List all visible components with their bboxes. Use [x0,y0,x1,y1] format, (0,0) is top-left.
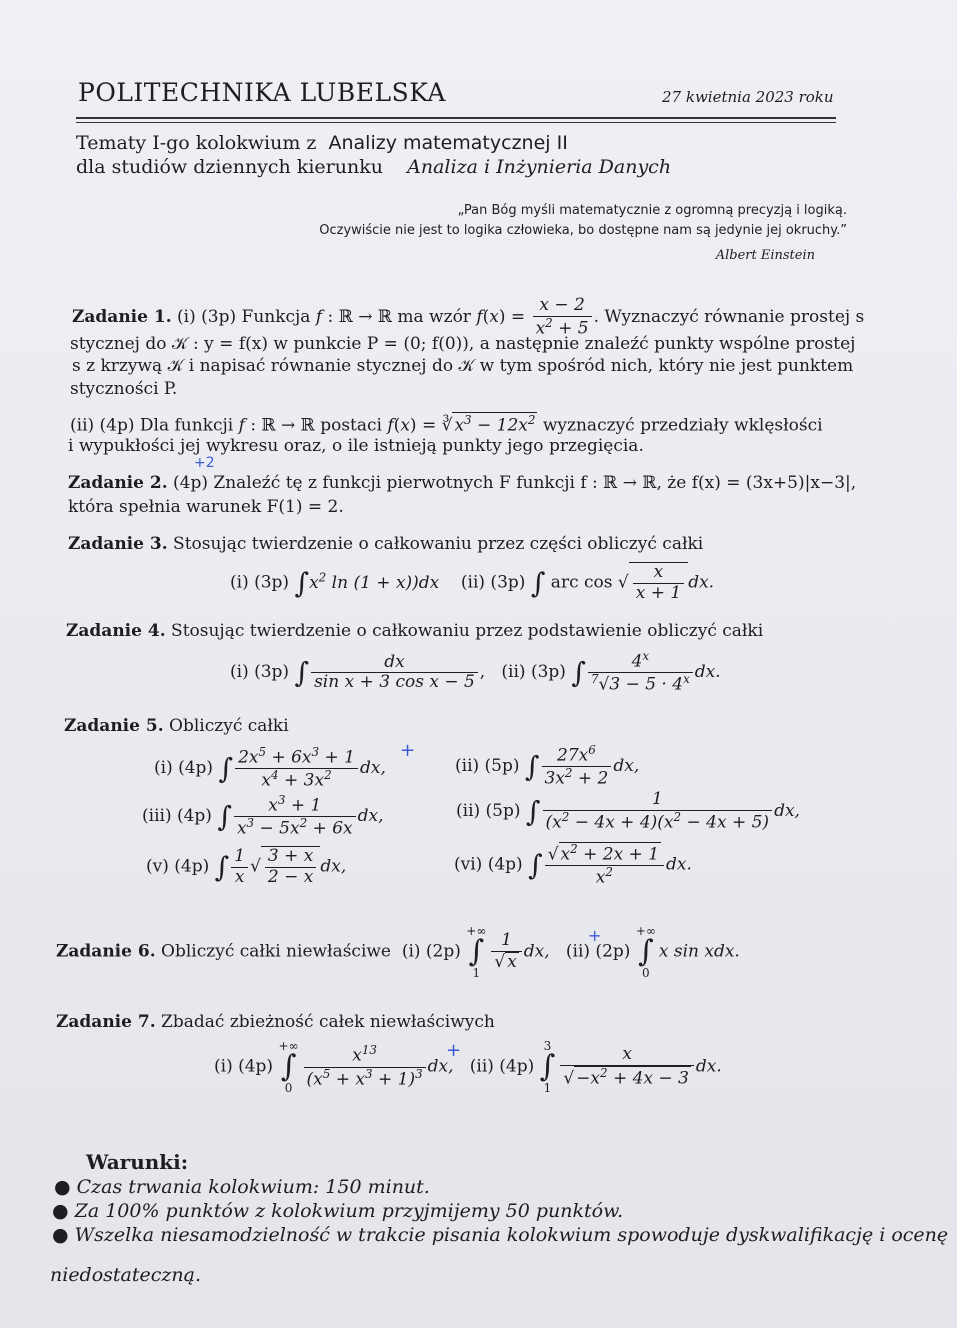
condition-item: ● Czas trwania kolokwium: 150 minut. [54,1176,430,1198]
task-1-line-4: styczności P. [70,379,178,399]
header-rule [76,117,836,119]
exam-date: 27 kwietnia 2023 roku [662,88,834,106]
task-4-integrals: (i) (3p) ∫ $\frac{dx}{\text{sin x + 3 cos x − 5}}$ , (ii) (3p) ∫ $\frac{4^x}{^7√3 - 5 \cdot 4^x}$ dx. [230,649,721,695]
condition-item: ● Wszelka niesamodzielność w trakcie pisania kolokwium spowoduje dyskwalifikację i ocenę [52,1224,949,1246]
handwritten-note-task2: +2 [194,455,215,471]
task-5-ii: (ii) (5p) ∫ $\frac{27x^6}{3x^2 + 2}$ dx, [455,743,640,789]
course-name: Analizy matematycznej II [328,132,568,154]
subtitle-line-2: dla studiów dziennych kierunku Analiza i Inżynieria Danych [76,156,672,178]
handwritten-plus: + [400,740,416,761]
task-2-line-1: Zadanie 2. (4p) Znaleźć tę z funkcji pierwotnych F funkcji f : ℝ → ℝ, że f(x) = (3x+5)|x−3|, [68,473,857,493]
header-rule-thin [76,122,836,123]
task-6: Zadanie 6. Obliczyć całki niewłaściwe (i) (2p) +∞ ∫ 1 $\frac{1}{√ x}$ dx, (ii) (2p) +∞ ∫ 0x sin xdx. [56,924,740,980]
condition-item: ● Za 100% punktów z kolokwium przyjmijemy 50 punktów. [52,1200,624,1222]
task-5-vi: (vi) (4p) ∫ $\frac{√ x^2 + 2x + 1}{x^2}$ dx. [454,842,692,888]
task-5-heading: Zadanie 5. Obliczyć całki [64,716,289,736]
task-1-line-1: Zadanie 1. (i) (3p) Funkcja f : ℝ → ℝ ma wzór f(x) = $\frac{x - 2}{x^2 + 5}$ . Wyznaczyć równanie prostej s [72,295,865,339]
task-5-iv: (ii) (5p) ∫ $\frac{1}{(x^2 - 4x + 4)(x^2 - 4x + 5)}$ dx, [456,789,800,833]
quote-line-2: Oczywiście nie jest to logika człowieka, bo dostępne nam są jedynie jej okruchy.” [319,223,847,238]
task-3-integrals: (i) (3p) $\int x^2$ ln (1 + x))dx (ii) (3p) ∫ arc cos √ $\frac{x}{x + 1}$ dx. [230,562,715,603]
handwritten-plus-task6: + [588,926,602,945]
task-5-i: (i) (4p) ∫ $\frac{2x^5 + 6x^3 + 1}{x^4 + 3x^2}$ dx, [154,745,386,791]
task-1-part-2: (ii) (4p) Dla funkcji f : ℝ → ℝ postaci f(x) = ∛ $x^3 - 12x^2$ wyznaczyć przedziały wklęsłości [70,413,823,436]
condition-continuation: niedostateczną. [50,1264,202,1286]
task-1-line-3: s z krzywą 𝒦 i napisać równanie stycznej do 𝒦 w tym spośród nich, który nie jest punktem [72,356,854,376]
major-name: Analiza i Inżynieria Danych [407,156,672,178]
quote-author: Albert Einstein [715,248,815,263]
task-5-iii: (iii) (4p) ∫ $\frac{x^3 + 1}{x^3 - 5x^2 + 6x}$ dx, [142,793,384,839]
task-7-heading: Zadanie 7. Zbadać zbieżność całek niewłaściwych [56,1012,495,1032]
fraction-task1: $\frac{x - 2}{x^2 + 5}$ [533,296,592,339]
task-1-part-2-line-2: i wypukłości jej wykresu oraz, o ile istnieją punkty jego przegięcia. [68,436,644,456]
handwritten-plus-task7: + [446,1040,462,1061]
task-5-v: (v) (4p) ∫ $\frac{1}{x}$ √ $\frac{3 + x}{2 - x}$ dx, [146,846,347,887]
task-2-line-2: która spełnia warunek F(1) = 2. [68,497,344,517]
task-3-heading: Zadanie 3. Stosując twierdzenie o całkowaniu przez części obliczyć całki [68,534,704,554]
quote-line-1: „Pan Bóg myśli matematycznie z ogromną precyzją i logiką. [457,203,847,218]
task-4-heading: Zadanie 4. Stosując twierdzenie o całkowaniu przez podstawienie obliczyć całki [66,621,764,641]
university-name: POLITECHNIKA LUBELSKA [78,78,446,107]
task-1-line-2: stycznej do 𝒦 : y = f(x) w punkcie P = (0; f(0)), a następnie znaleźć punkty wspólne prostej [70,334,856,354]
subtitle-line-1: Tematy I-go kolokwium z Analizy matematycznej II [76,132,568,154]
task-7-integrals: (i) (4p) +∞ ∫ 0 $\frac{x^{13}}{(x^5 + x^3 + 1)^3}$ dx, (ii) (4p) 3 ∫ 1 $\frac{x}{√ -x^2 + 4x - 3}$ dx. [214,1039,722,1095]
conditions-title: Warunki: [86,1150,189,1174]
integral-sign: ∫ [294,566,310,600]
